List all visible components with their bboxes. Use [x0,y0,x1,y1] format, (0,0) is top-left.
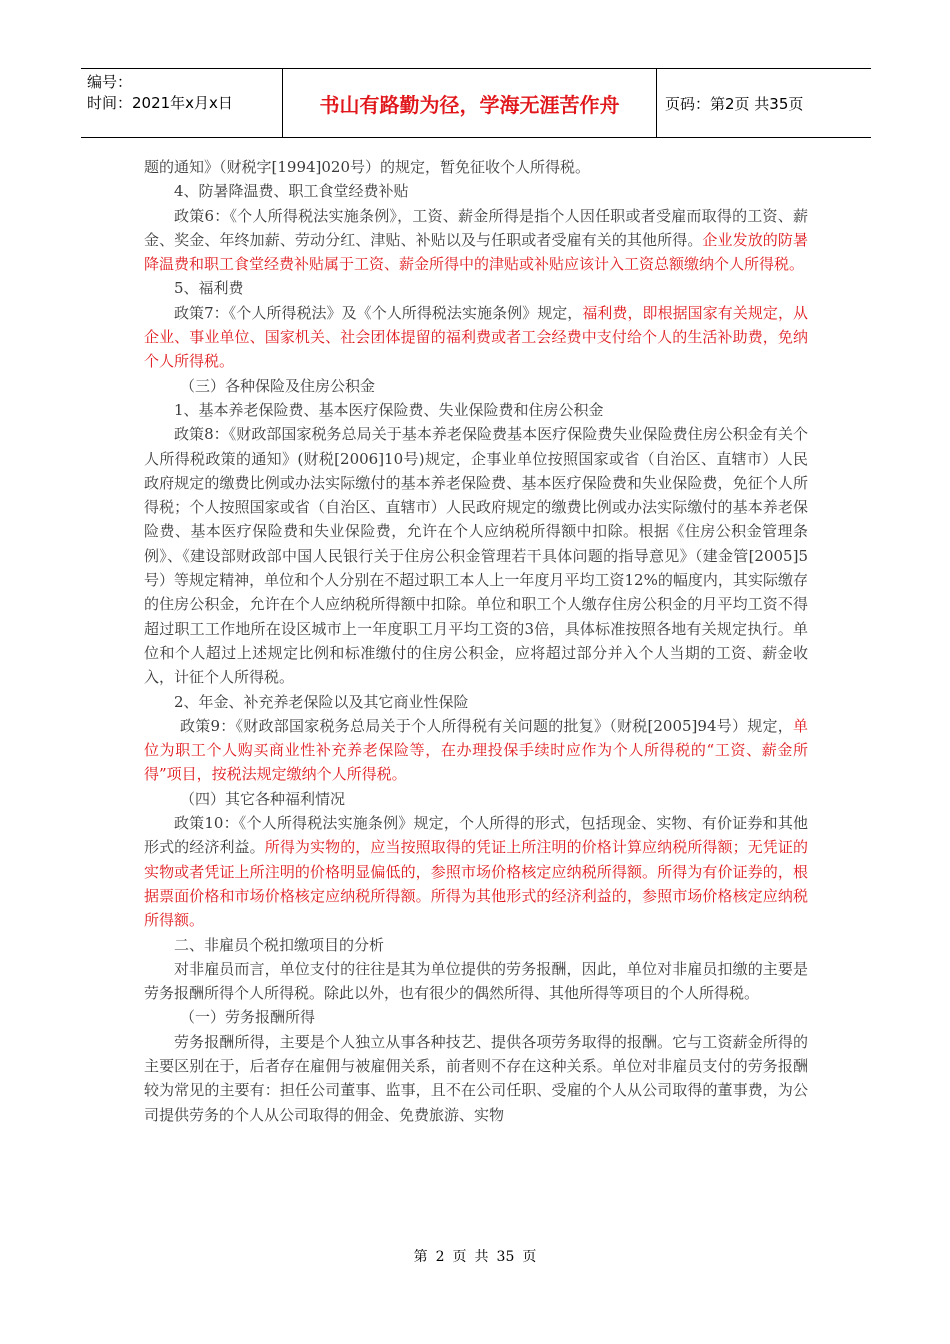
footer-total-pages: 35 [496,1249,515,1265]
paragraph [144,1030,808,1127]
paragraph [144,811,808,932]
header-meta [81,69,283,137]
highlighted-text: 企业发放的防暑降温费和职工食堂经费补贴属于工资、薪金所得中的津贴或补贴应该计入工资总额缴纳个人所得税。 [144,230,808,274]
body-text: 5、福利费 [174,279,244,298]
body-text: 劳务报酬所得，主要是个人独立从事各种技艺、提供各项劳务取得的报酬。它与工资薪金所得的主要区别在于，后者存在雇佣与被雇佣关系，前者则不存在这种关系。单位对非雇员支付的劳务报酬较为常见的主要有：担任公司董事、监事，且不在公司任职、受雇的个人从公司取得的董事费，为公司提供劳务的个人从公司取得的佣金、免费旅游、实物 [144,1032,808,1124]
paragraph [144,933,808,957]
footer-word: 页 [452,1249,467,1265]
body-text: 政策8：《财政部国家税务总局关于基本养老保险费基本医疗保险费失业保险费住房公积金有关个人所得税政策的通知》(财税[2006]10号)规定，企事业单位按照国家或省（自治区、直辖市）人民政府规定的缴费比例或办法实际缴付的基本养老保险费、基本医疗保险费和失业保险费，免征个人所得税；个人按照国家或省（自治区、直辖市）人民政府规定的缴费比例或办法实际缴付的基本养老保险费、基本医疗保险费和失业保险费，允许在个人应纳税所得额中扣除。根据《住房公积金管理条例》、《建设部财政部中国人民银行关于住房公积金管理若干具体问题的指导意见》（建金管[2005]5号）等规定精神，单位和个人分别在不超过职工本人上一年度月平均工资12%的幅度内，其实际缴存的住房公积金，允许在个人应纳税所得额中扣除。单位和职工个人缴存住房公积金的月平均工资不得超过职工工作地所在设区城市上一年度职工月平均工资的3倍，具体标准按照各地有关规定执行。单位和个人超过上述规定比例和标准缴付的住房公积金，应将超过部分并入个人当期的工资、薪金收入，计征个人所得税。 [144,425,808,687]
paragraph [144,276,808,300]
body-text: 政策7：《个人所得税法》及《个人所得税法实施条例》规定， [174,303,583,322]
footer-word: 共 [474,1249,489,1265]
body-text: （一）劳务报酬所得 [180,1008,316,1027]
paragraph [144,422,808,689]
document-time-label: 时间：2021年x月x日 [87,94,233,112]
page-header [81,68,871,138]
paragraph [144,204,808,277]
footer-page-number: 2 [435,1249,445,1265]
body-text: 题的通知》（财税字[1994]020号）的规定，暂免征收个人所得税。 [144,158,591,176]
document-number-label: 编号： [87,73,133,91]
page-footer [0,1246,950,1266]
body-text: 政策9：《财政部国家税务总局关于个人所得税有关问题的批复》（财税[2005]94号）规定， [180,716,793,735]
body-text: 政策10：《个人所得税法实施条例》规定，个人所得的形式，包括现金、实物、有价证券和其他形式的经济利益。 [144,814,808,857]
paragraph [144,155,808,179]
paragraph [144,374,808,398]
highlighted-text: 单位为职工个人购买商业性补充养老保险等，在办理投保手续时应作为个人所得税的“工资、薪金所得”项目，按税法规定缴纳个人所得税。 [144,716,808,784]
highlighted-text: 所得为实物的，应当按照取得的凭证上所注明的价格计算应纳税所得额；无凭证的实物或者凭证上所注明的价格明显偏低的，参照市场价格核定应纳税所得额。所得为有价证券的，根据票面价格和市场价格核定应纳税所得额。所得为其他形式的经济利益的，参照市场价格核定应纳税所得额。 [144,838,808,930]
paragraph [144,690,808,714]
paragraph [144,1005,808,1029]
body-text: （三）各种保险及住房公积金 [180,376,376,395]
paragraph [144,398,808,422]
paragraph [144,301,808,374]
footer-word: 第 [413,1249,428,1265]
header-slogan: 书山有路勤为径，学海无涯苦作舟 [283,69,657,137]
body-text: 4、防暑降温费、职工食堂经费补贴 [174,182,409,201]
body-text: 对非雇员而言，单位支付的往往是其为单位提供的劳务报酬，因此，单位对非雇员扣缴的主要是劳务报酬所得个人所得税。除此以外，也有很少的偶然所得、其他所得等项目的个人所得税。 [144,959,808,1003]
body-text: 2、年金、补充养老保险以及其它商业性保险 [174,692,469,711]
body-text: 政策6：《个人所得税法实施条例》，工资、薪金所得是指个人因任职或者受雇而取得的工资、薪金、奖金、年终加薪、劳动分红、津贴、补贴以及与任职或者受雇有关的其他所得。 [144,206,808,249]
paragraph [144,957,808,1006]
body-text: 二、非雇员个税扣缴项目的分析 [174,935,385,954]
paragraph [144,714,808,787]
paragraph [144,179,808,203]
header-page-info: 页码：第2页 共35页 [665,94,804,113]
body-text: （四）其它各种福利情况 [180,789,346,808]
highlighted-text: 福利费，即根据国家有关规定，从企业、事业单位、国家机关、社会团体提留的福利费或者工会经费中支付给个人的生活补助费，免纳个人所得税。 [144,303,808,371]
body-text: 1、基本养老保险费、基本医疗保险费、失业保险费和住房公积金 [174,400,604,419]
document-body [144,155,808,1127]
paragraph [144,787,808,811]
footer-word: 页 [522,1249,537,1265]
